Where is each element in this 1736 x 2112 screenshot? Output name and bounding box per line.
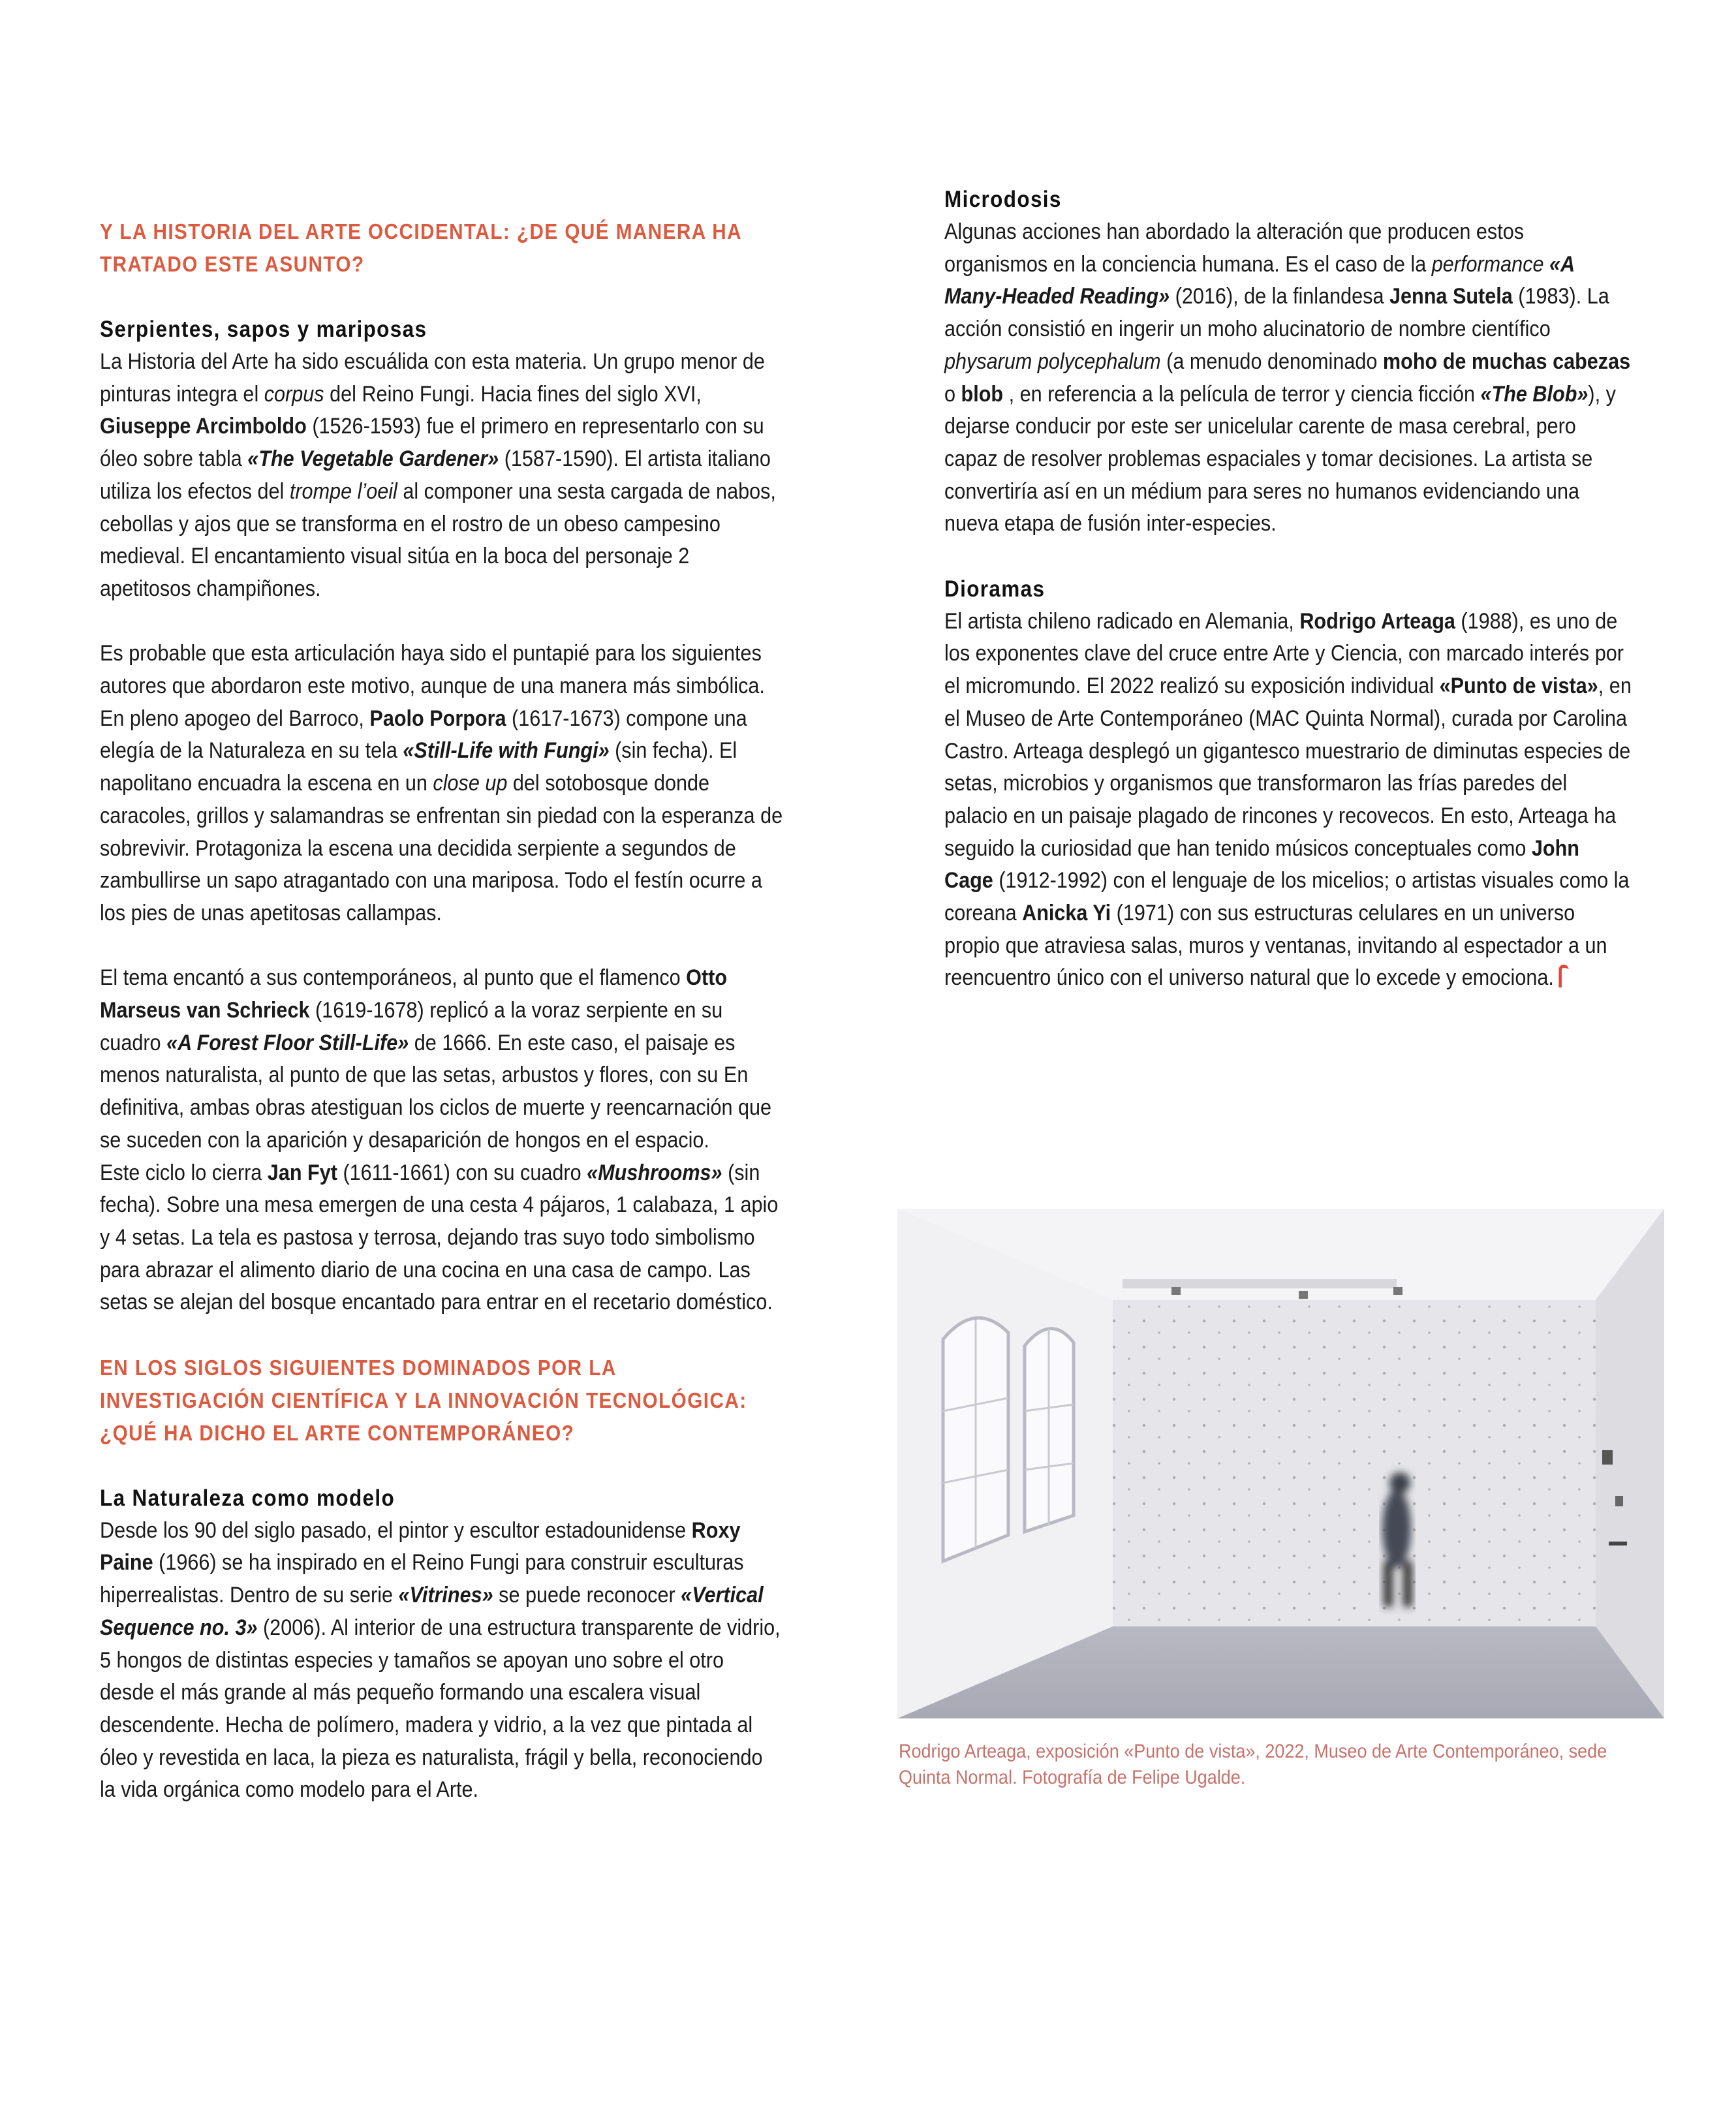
emphasis-name: «A Many-Headed Reading» [944, 251, 1575, 309]
subheading-serpientes: Serpientes, sapos y mariposas [100, 317, 427, 342]
exhibition-photo [897, 1209, 1664, 1718]
emphasis-name: Jenna Sutela [1389, 284, 1513, 309]
text-run: (1617-1673) compone una elegía de la Naturaleza en su tela [100, 706, 747, 764]
subheading-dioramas: Dioramas [944, 576, 1046, 602]
emphasis-name: «Punto de vista» [1439, 674, 1598, 699]
photo-caption: Rodrigo Arteaga, exposición «Punto de vista», 2022, Museo de Arte Contemporáneo, sede Quinta Normal. Fotografía de Felipe Ugalde. [899, 1741, 1607, 1788]
end-of-article-mark-icon [1558, 965, 1568, 987]
paragraph-sutela [944, 216, 1632, 540]
emphasis-name: «The Vegetable Gardener» [247, 446, 499, 472]
emphasis-name: Jan Fyt [267, 1160, 337, 1185]
text-run: (sin fecha). El napolitano encuadra la escena en un [100, 738, 737, 796]
text-run: (a menudo denominado [1160, 349, 1383, 374]
text-run: se puede reconocer [493, 1583, 681, 1608]
emphasis-name: Roxy Paine [100, 1517, 741, 1576]
text-run: del sotobosque donde caracoles, grillos y salamandras se enfrentan sin piedad con la esperanza de sobrevivir. Protagoniza la escena una decidida serpiente a segundos de zambullirse un sapo atragantado con una mariposa. Todo el festín ocurre a los pies de unas apetitosas callampas. [100, 771, 783, 925]
text-run: ), y dejarse conducir por este ser unicelular carente de masa cerebral, pero capaz de resolver problemas espaciales y tomar decisiones. La artista se convertiría así en un médium para seres no humanos evidenciando una nueva etapa de fusión inter-especies. [944, 381, 1616, 536]
emphasis-name: Rodrigo Arteaga [1299, 608, 1455, 634]
text-run: , en referencia a la película de terror y ciencia ficción [1003, 381, 1481, 407]
text-run: o [944, 381, 961, 407]
emphasis-name: «Vitrines» [398, 1583, 493, 1608]
paragraph-schrieck [100, 962, 784, 1157]
text-run: (1611-1661) con su cuadro [337, 1160, 587, 1185]
paragraph-arcimboldo [100, 346, 784, 606]
text-run: Desde los 90 del siglo pasado, el pintor y escultor estadounidense [100, 1517, 692, 1543]
text-run: (sin fecha). Sobre una mesa emergen de una cesta 4 pájaros, 1 calabaza, 1 apio y 4 setas. La tela es pastosa y terrosa, dejando tras suyo todo simbolismo para abrazar el alimento diario de una cocina en una casa de campo. Las setas se alejan del bosque encantado para entrar en el recetario doméstico. [100, 1160, 779, 1315]
emphasis-name: «The Blob» [1480, 381, 1589, 407]
paragraph-fyt [100, 1157, 784, 1320]
text-run: Este ciclo lo cierra [100, 1160, 268, 1185]
emphasis-name: Anicka Yi [1022, 901, 1111, 926]
text-run: del Reino Fungi. Hacia fines del siglo XVI, [324, 381, 702, 407]
gallery-room-illustration [897, 1209, 1664, 1718]
text-run: (1619-1678) replicó a la voraz serpiente en su cuadro [100, 998, 723, 1055]
emphasis-name: moho de muchas cabezas [1382, 349, 1631, 374]
emphasis-name: John Cage [944, 835, 1579, 893]
text-run: (1912-1992) con el lenguaje de los micelios; o artistas visuales como la coreana [944, 868, 1630, 926]
paragraph-porpora [100, 638, 784, 929]
text-run: (1983). La acción consistió en ingerir un moho alucinatorio de nombre científico [944, 284, 1609, 342]
italic-term: close up [433, 771, 508, 796]
text-run: (2006). Al interior de una estructura transparente de vidrio, 5 hongos de distintas especies y tamaños se apoyan uno sobre el otro desde el más grande al más pequeño formando una escalera visual descendente. Hecha de polímero, madera y vidrio, a la vez que pintada al óleo y revestida en laca, la pieza es naturalista, frágil y bella, reconociendo la vida orgánica como modelo para el Arte. [100, 1615, 781, 1803]
text-run: al componer una sesta cargada de nabos, cebollas y ajos que se transforma en el rostro de un obeso campesino medieval. El encantamiento visual sitúa en la boca del personaje 2 apetitosos champiñones. [100, 478, 776, 601]
text-run: El artista chileno radicado en Alemania, [944, 608, 1300, 634]
text-run: La Historia del Arte ha sido escuálida con esta materia. Un grupo menor de pinturas integra el [100, 349, 765, 407]
text-run: , en el Museo de Arte Contemporáneo (MAC Quinta Normal), curada por Carolina Castro. Arteaga desplegó un gigantesco muestrario de diminutas especies de setas, microbios y organismos que transformaron las frías paredes del palacio en un paisaje plagado de rincones y recovecos. En esto, Arteaga ha seguido la curiosidad que han tenido músicos conceptuales como [944, 674, 1632, 861]
text-run: (1587-1590). El artista italiano utiliza los efectos del [100, 446, 771, 504]
emphasis-name: «Still-Life with Fungi» [403, 738, 610, 764]
italic-term: trompe l’oeil [289, 478, 397, 504]
emphasis-name: «A Forest Floor Still-Life» [166, 1030, 409, 1055]
subheading-microdosis: Microdosis [944, 187, 1062, 212]
text-run: (1526-1593) fue el primero en representarlo con su óleo sobre tabla [100, 414, 764, 472]
section-heading-art-history: Y LA HISTORIA DEL ARTE OCCIDENTAL: ¿DE QUÉ MANERA HA TRATADO ESTE ASUNTO? [100, 219, 741, 276]
paragraph-roxy-paine [100, 1515, 784, 1807]
emphasis-name: «Mushrooms» [587, 1160, 722, 1185]
section-heading-contemporary-art: EN LOS SIGLOS SIGUIENTES DOMINADOS POR LA INVESTIGACIÓN CIENTÍFICA Y LA INNOVACIÓN TECNOLÓGICA: ¿QUÉ HA DICHO EL ARTE CONTEMPORÁNEO? [100, 1355, 747, 1445]
text-run: Algunas acciones han abordado la alteración que producen estos organismos en la conciencia humana. Es el caso de la [944, 219, 1525, 277]
text-run: (1971) con sus estructuras celulares en un universo propio que atraviesa salas, muros y ventanas, invitando al espectador a un reencuentro único con el universo natural que lo excede y emociona. [944, 901, 1607, 991]
right-column [944, 183, 1632, 1027]
text-run: de 1666. En este caso, el paisaje es menos naturalista, al punto de que las setas, arbustos y flores, con su En definitiva, ambas obras atestiguan los ciclos de muerte y reencarnación que se suceden con la aparición y desaparición de hongos en el espacio. [100, 1030, 772, 1153]
text-run: (1988), es uno de los exponentes clave del cruce entre Arte y Ciencia, con marcado interés por el micromundo. El 2022 realizó su exposición individual [944, 608, 1624, 699]
emphasis-name: blob [961, 381, 1004, 407]
text-run: El tema encantó a sus contemporáneos, al punto que el flamenco [100, 965, 687, 991]
italic-term: corpus [264, 381, 324, 407]
subheading-naturaleza: La Naturaleza como modelo [100, 1485, 395, 1511]
emphasis-name: Otto Marseus van Schrieck [100, 965, 728, 1023]
text-run [1544, 252, 1550, 277]
emphasis-name: Giuseppe Arcimboldo [100, 414, 307, 439]
text-run: (2016), de la finlandesa [1170, 284, 1390, 309]
italic-term: performance [1431, 251, 1544, 277]
emphasis-name: «Vertical Sequence no. 3» [100, 1583, 764, 1640]
text-run: Es probable que esta articulación haya sido el puntapié para los siguientes autores que abordaron este motivo, aunque de una manera más simbólica. En pleno apogeo del Barroco, [100, 641, 765, 731]
italic-term: physarum polycephalum [944, 349, 1161, 374]
text-run: (1966) se ha inspirado en el Reino Fungi para construir esculturas hiperrealistas. Dentro de su serie [100, 1550, 744, 1608]
emphasis-name: Paolo Porpora [369, 706, 506, 731]
left-column [100, 215, 784, 1839]
paragraph-arteaga [944, 606, 1632, 995]
